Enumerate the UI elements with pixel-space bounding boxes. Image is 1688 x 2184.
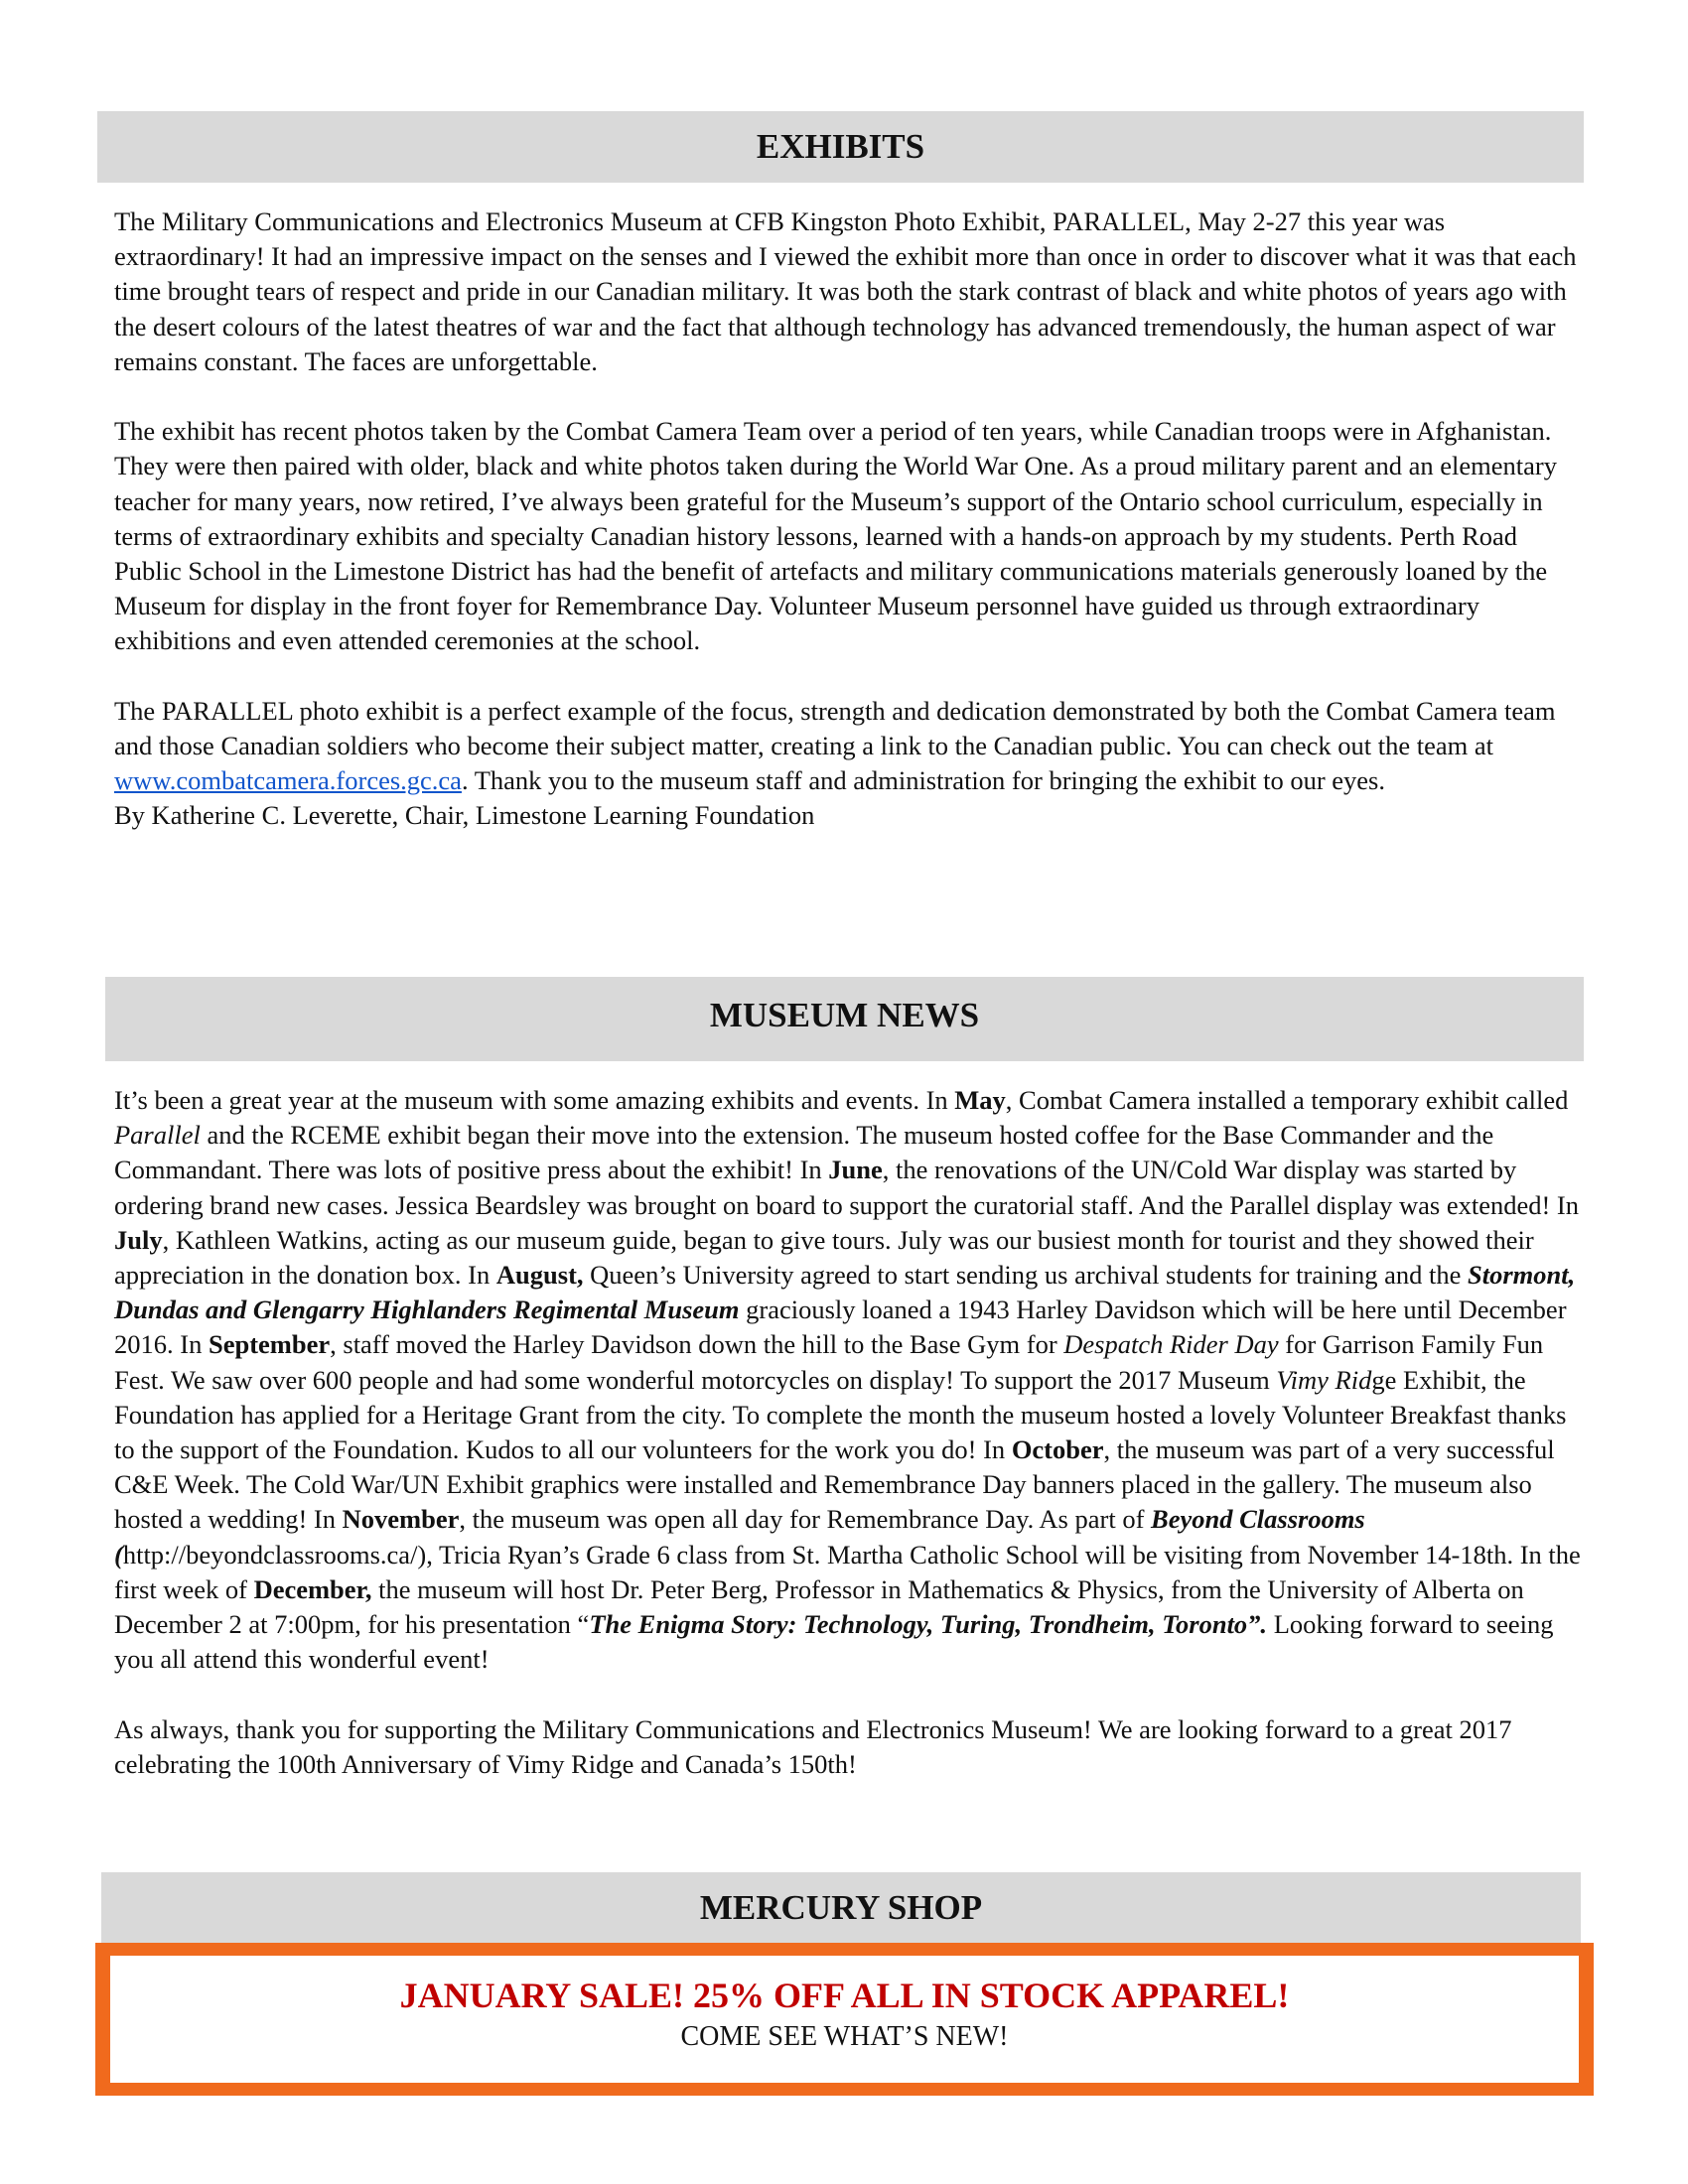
exhibits-paragraph-3-text-end: . Thank you to the museum staff and administration for bringing the exhibit to our eyes. (461, 765, 1385, 796)
museum-news-run: , Combat Camera installed a temporary exhibit called (1005, 1085, 1569, 1115)
museum-news-run: May (954, 1085, 1006, 1115)
combat-camera-link[interactable]: www.combatcamera.forces.gc.ca (114, 765, 462, 796)
museum-news-run: , staff moved the Harley Davidson down the hill to the Base Gym for (330, 1329, 1064, 1360)
museum-news-run: and the RCEME exhibit began their move into the extension. The museum hosted coffee for the Base Commander and the Commandant. There was lots of positive press about the exhibit! In (114, 1120, 1494, 1185)
museum-news-run: The Enigma Story: Technology, Turing, Trondheim, Toronto”. (589, 1609, 1268, 1640)
museum-news-run: Stormont, Dundas and Glengarry Highlanders Regimental Museum (114, 1260, 1576, 1325)
museum-news-run: October (1011, 1434, 1104, 1465)
museum-news-paragraph-1 (114, 1083, 1584, 1677)
exhibits-paragraph-3-text: The PARALLEL photo exhibit is a perfect example of the focus, strength and dedication demonstrated by both the Combat Camera team and those Canadian soldiers who become their subject matter, creating a link to the Canadian public. You can check out the team at (114, 695, 1556, 761)
museum-news-run: December, (253, 1573, 372, 1604)
mercury-shop-heading: MERCURY SHOP (101, 1872, 1581, 1944)
museum-news-run: Queen’s University agreed to start sending us archival students for training and the (583, 1260, 1468, 1291)
sale-headline: JANUARY SALE! 25% OFF ALL IN STOCK APPAREL! (399, 1976, 1290, 2015)
museum-news-run: November (342, 1504, 460, 1535)
museum-news-run: September (208, 1329, 331, 1360)
museum-news-run: Despatch Rider Day (1063, 1329, 1279, 1360)
sale-subline: COME SEE WHAT’S NEW! (680, 2021, 1009, 2052)
exhibits-article (114, 205, 1584, 834)
sale-box (95, 1943, 1594, 2096)
exhibits-paragraph-3 (114, 694, 1584, 834)
museum-news-run: for Garrison Family Fun Fest. We saw over 600 people and had some wonderful motorcycles on display! To support the 2017 Museum (114, 1329, 1544, 1395)
exhibits-heading: EXHIBITS (97, 111, 1584, 183)
museum-news-run: Vimy Rid (1276, 1364, 1372, 1395)
museum-news-run: , the renovations of the UN/Cold War display was started by ordering brand new cases. Jessica Beardsley was brought on board to support the curatorial staff. And the Parallel display was extended! In (114, 1155, 1579, 1220)
museum-news-run: http://beyondclassrooms.ca/), Tricia Ryan’s Grade 6 class from St. Martha Catholic School will be visiting from November 14-18th. In the first week of (114, 1539, 1581, 1604)
museum-news-run: Parallel (114, 1120, 201, 1151)
museum-news-run: Looking forward to seeing you all attend this wonderful event! (114, 1609, 1554, 1675)
museum-news-heading: MUSEUM NEWS (105, 977, 1584, 1061)
museum-news-run: August, (495, 1260, 584, 1291)
exhibits-paragraph-1: The Military Communications and Electronics Museum at CFB Kingston Photo Exhibit, PARALLEL, May 2-27 this year was extraordinary! It had an impressive impact on the senses and I viewed the exhibit more than once in order to discover what it was that each time brought tears of respect and pride in our Canadian military. It was both the stark contrast of black and white photos of years ago with the desert colours of the latest theatres of war and the fact that although technology has advanced tremendously, the human aspect of war remains constant. The faces are unforgettable. (114, 206, 1577, 376)
museum-news-article (114, 1083, 1584, 1782)
museum-news-paragraph-2: As always, thank you for supporting the Military Communications and Electronics Museum! We are looking forward to a great 2017 celebrating the 100th Anniversary of Vimy Ridge and Canada’s 150th! (114, 1713, 1512, 1779)
museum-news-run: graciously loaned a 1943 Harley Davidson which will be here until December 2016. In (114, 1295, 1567, 1360)
museum-news-run: , the museum was open all day for Remembrance Day. As part of (459, 1504, 1152, 1535)
museum-news-run: , Kathleen Watkins, acting as our museum guide, began to give tours. July was our busiest month for tourist and they showed their appreciation in the donation box. In (114, 1224, 1534, 1291)
museum-news-run: ge Exhibit, the Foundation has applied for a Heritage Grant from the city. To complete the month the museum hosted a lovely Volunteer Breakfast thanks to the support of the Foundation. Kudos to all our volunteers for the work you do! In (114, 1364, 1567, 1465)
museum-news-run: , the museum was part of a very successful C&E Week. The Cold War/UN Exhibit graphics were installed and Remembrance Day banners placed in the gallery. The museum also hosted a wedding! In (114, 1434, 1555, 1535)
sale-box-inner (108, 1954, 1581, 2085)
exhibits-byline: By Katherine C. Leverette, Chair, Limestone Learning Foundation (114, 800, 815, 831)
museum-news-run: the museum will host Dr. Peter Berg, Professor in Mathematics & Physics, from the University of Alberta on December 2 at 7:00pm, for his presentation “ (114, 1573, 1524, 1640)
museum-news-run: July (114, 1224, 163, 1255)
museum-news-run: Beyond Classrooms ( (114, 1504, 1365, 1570)
museum-news-run: It’s been a great year at the museum with some amazing exhibits and events. In (114, 1085, 955, 1115)
museum-news-run: June (828, 1155, 883, 1185)
exhibits-paragraph-2: The exhibit has recent photos taken by the Combat Camera Team over a period of ten years, while Canadian troops were in Afghanistan. They were then paired with older, black and white photos taken during the World War One. As a proud military parent and an elementary teacher for many years, now retired, I’ve always been grateful for the Museum’s support of the Ontario school curriculum, especially in terms of extraordinary exhibits and specialty Canadian history lessons, learned with a hands-on approach by my students. Perth Road Public School in the Limestone District has had the benefit of artefacts and military communications materials generously loaned by the Museum for display in the front foyer for Remembrance Day. Volunteer Museum personnel have guided us through extraordinary exhibitions and even attended ceremonies at the school. (114, 416, 1557, 656)
